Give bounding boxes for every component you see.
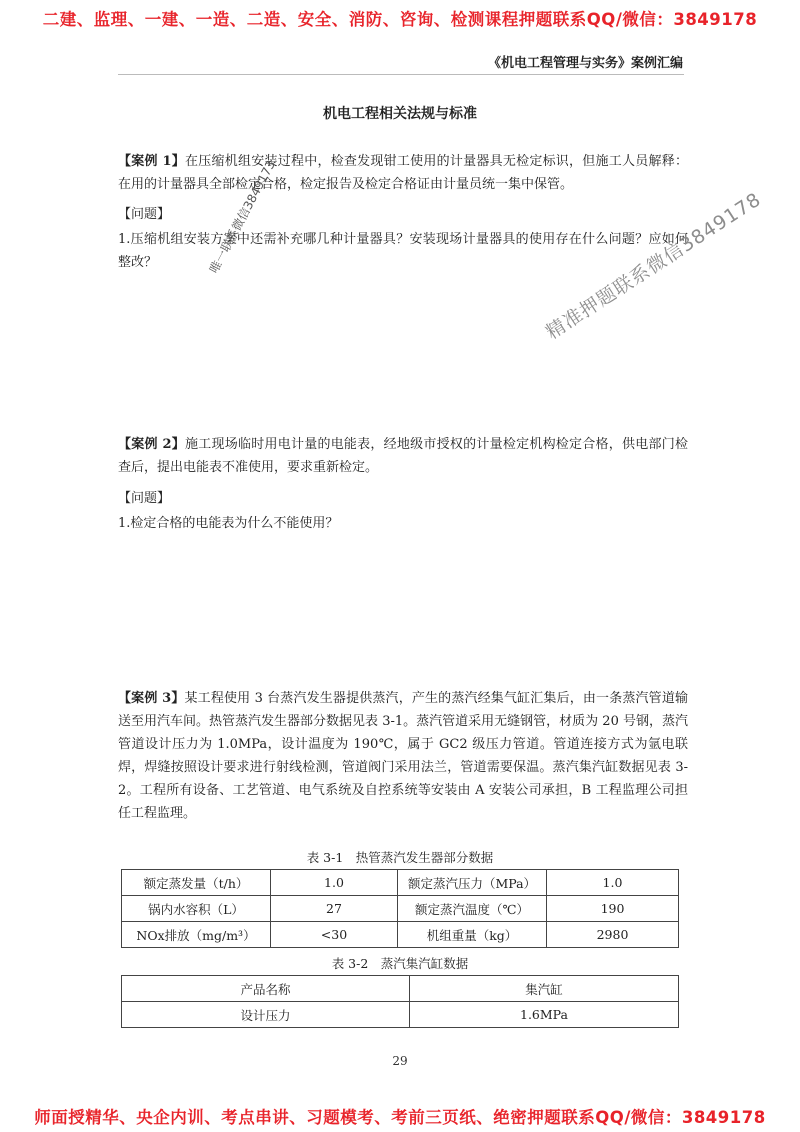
table-3-1 — [121, 869, 679, 948]
table-row — [122, 922, 679, 948]
table1-caption: 表 3-1 热管蒸汽发生器部分数据 — [306, 850, 494, 865]
page-title: 机电工程相关法规与标准 — [323, 106, 477, 122]
table-cell: 机组重量（kg） — [398, 922, 547, 948]
table2-caption: 表 3-2 蒸汽集汽缸数据 — [331, 956, 469, 971]
watermark-left: 唯一联系微信3849173 — [206, 158, 279, 276]
page-number: 29 — [392, 1054, 408, 1068]
table-row — [122, 896, 679, 922]
table-cell: 1.0 — [547, 870, 679, 896]
table-row — [122, 1002, 679, 1028]
table-3-2 — [121, 975, 679, 1028]
case2-question-heading: 【问题】 — [118, 491, 171, 506]
table-cell: <30 — [271, 922, 398, 948]
table-cell: 额定蒸汽温度（℃） — [398, 896, 547, 922]
table-cell: 2980 — [547, 922, 679, 948]
table-row — [122, 976, 679, 1002]
case1-paragraph — [118, 150, 688, 196]
table-cell: 1.0 — [271, 870, 398, 896]
case2-question-1: 1.检定合格的电能表为什么不能使用？ — [118, 516, 339, 531]
running-head: 《机电工程管理与实务》案例汇编 — [487, 56, 683, 71]
case1-text: 在压缩机组安装过程中，检查发现钳工使用的计量器具无检定标识，但施工人员解释：在用的计量器具全部检定合格，检定报告及检定合格证由计量员统一集中保管。 — [118, 154, 688, 192]
case3-text: 某工程使用 3 台蒸汽发生器提供蒸汽，产生的蒸汽经集气缸汇集后，由一条蒸汽管道输送至用汽车间。热管蒸汽发生器部分数据见表 3-1。蒸汽管道采用无缝钢管，材质为 20 号钢，蒸汽管道设计压力为 1.0MPa，设计温度为 190℃，属于 GC2 级压力管道。管道连接方式为氩电联焊，焊缝按照设计要求进行射线检测，管道阀门采用法兰，管道需要保温。蒸汽集汽缸数据见表 3-2。工程所有设备、工艺管道、电气系统及自控系统等安装由 A 安装公司承担，B 工程监理公司担任工程监理。 — [118, 691, 688, 821]
watermark-right: 精准押题联系微信3849178 — [542, 188, 766, 344]
table-cell: 锅内水容积（L） — [122, 896, 271, 922]
bottom-promo-banner: 师面授精华、央企内训、考点串讲、习题模考、考前三页纸、绝密押题联系QQ/微信：3849178 — [34, 1108, 766, 1127]
table-row — [122, 870, 679, 896]
table-cell: 额定蒸发量（t/h） — [122, 870, 271, 896]
table-cell: 27 — [271, 896, 398, 922]
top-promo-banner: 二建、监理、一建、一造、二造、安全、消防、咨询、检测课程押题联系QQ/微信：3849178 — [42, 10, 758, 29]
case2-text: 施工现场临时用电计量的电能表，经地级市授权的计量检定机构检定合格，供电部门检查后，提出电能表不准使用，要求重新检定。 — [118, 437, 688, 475]
case2-paragraph — [118, 433, 688, 479]
case3-tag: 【案例 3】 — [118, 691, 185, 706]
table-cell: 额定蒸汽压力（MPa） — [398, 870, 547, 896]
case2-tag: 【案例 2】 — [118, 437, 186, 452]
header-divider — [118, 74, 684, 75]
table-cell: 190 — [547, 896, 679, 922]
table-cell: 设计压力 — [122, 1002, 410, 1028]
case1-tag: 【案例 1】 — [118, 154, 186, 169]
case1-question-heading: 【问题】 — [118, 207, 171, 222]
table-cell: 集汽缸 — [410, 976, 679, 1002]
case3-paragraph — [118, 687, 688, 825]
table-cell: 1.6MPa — [410, 1002, 679, 1028]
table-cell: 产品名称 — [122, 976, 410, 1002]
case1-question-1: 1.压缩机组安装方案中还需补充哪几种计量器具？安装现场计量器具的使用存在什么问题？应如何整改？ — [118, 232, 688, 270]
table-cell: NOx排放（mg/m³） — [122, 922, 271, 948]
